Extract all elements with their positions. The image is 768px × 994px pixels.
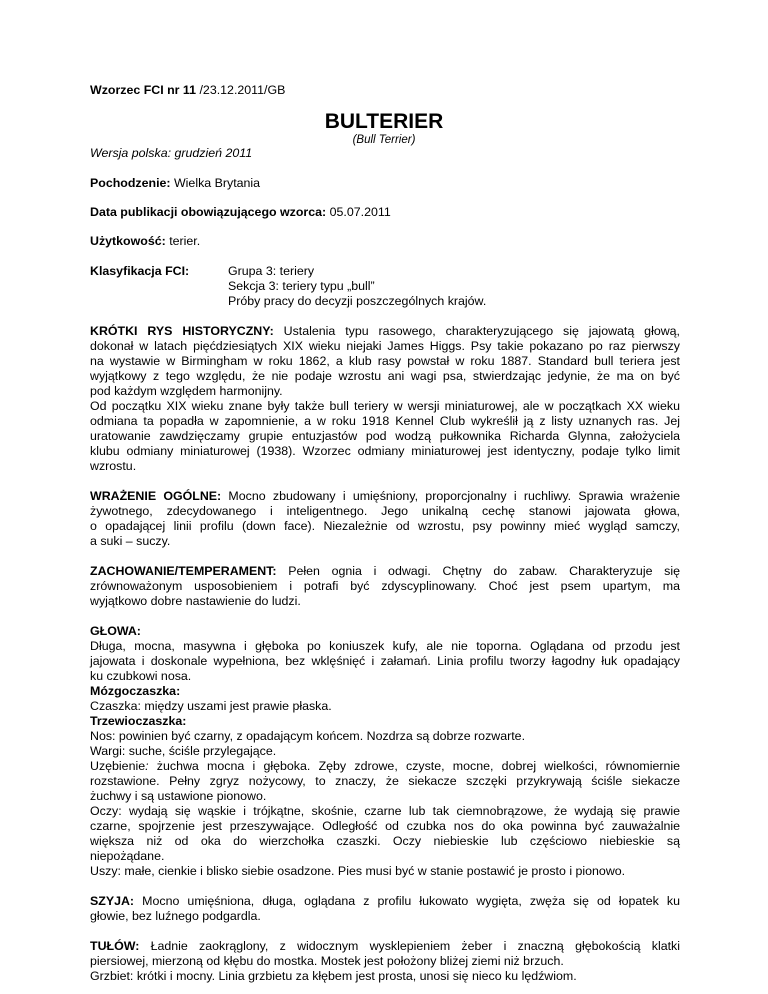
- breed-subtitle: (Bull Terrier): [352, 134, 416, 146]
- neck-line-1: SZYJA: Mocno umięśniona, długa, oglądana z profilu łukowato wygięta, zwęża się od łopatek ku: [90, 894, 680, 908]
- publication-line: [90, 205, 680, 220]
- head-label: GŁOWA:: [90, 624, 141, 638]
- jaws-line-2: rozstawione. Pełny zgryz nożycowy, to znaczy, że siekacze szczęki przykrywają ściśle siekacze: [90, 774, 680, 788]
- history-line-1: KRÓTKI RYS HISTORYCZNY: Ustalenia typu rasowego, charakteryzującego się jajowatą głową,: [90, 324, 680, 338]
- general-line-4: a suki – suczy.: [90, 534, 171, 548]
- classification-group: Grupa 3: teriery: [228, 264, 315, 278]
- head-line-3: ku czubkowi nosa.: [90, 669, 192, 683]
- jaws-line-1: Uzębienie: żuchwa mocna i głęboka. Zęby zdrowe, czyste, mocne, dobrej wielkości, równomiernie: [90, 759, 680, 773]
- body-line-1: TUŁÓW: Ładnie zaokrąglony, z widocznym wysklepieniem żeber i znaczną głębokością klatki: [90, 939, 680, 953]
- behaviour-line-3: wyjątkowo dobre nastawienie do ludzi.: [90, 594, 301, 608]
- jaws-line-3: żuchwy i są ustawione pionowo.: [90, 789, 267, 803]
- ears-line: Uszy: małe, cienkie i blisko siebie osadzone. Pies musi być w stanie postawić je prosto i pionowo.: [90, 864, 626, 878]
- history-line-5: pod każdym względem harmonijny.: [90, 384, 283, 398]
- breed-title: BULTERIER: [324, 110, 444, 133]
- body-line-3: Grzbiet: krótki i mocny. Linia grzbietu za kłębem jest prosta, unosi się nieco ku lędźwiom.: [90, 969, 577, 983]
- utility-label: Użytkowość:: [90, 234, 166, 248]
- history-line-4: wyjątkowy z tego względu, że nie podaje wzrostu ani wagi psa, stwierdzając jedynie, że ma on być: [90, 369, 680, 383]
- behaviour-label: ZACHOWANIE/TEMPERAMENT:: [90, 564, 277, 578]
- standard-date: /23.12.2011/GB: [196, 83, 286, 97]
- eyes-line-2: czarne, spojrzenie jest przeszywające. Odległość od czubka nos do oka powinna być zauważalnie: [90, 819, 680, 833]
- version-note: Wersja polska: grudzień 2011: [90, 146, 253, 160]
- eyes-line-3: większa niż od oka do wierzchołka czaszki. Oczy niebieskie lub częściowo niebieskie są: [90, 834, 680, 848]
- history-line-10: wzrostu.: [90, 459, 137, 473]
- history-label: KRÓTKI RYS HISTORYCZNY:: [90, 324, 274, 338]
- eyes-line-1: Oczy: wydają się wąskie i trójkątne, skośnie, czarne lub tak ciemnobrązowe, że wydają się prawie: [90, 804, 680, 818]
- history-line-8: uratowanie zawdzięczamy grupie entuzjastów pod wodzą pułkownika Richarda Glynna, założyciela: [90, 429, 680, 443]
- body-line-2: piersiowej, mierzoną od kłębu do mostka. Mostek jest położony bliżej ziemi niż brzuch.: [90, 954, 564, 968]
- body-label: TUŁÓW:: [90, 939, 140, 953]
- standard-header: [90, 83, 680, 98]
- utility-line: [90, 234, 680, 249]
- history-line-9: klubu odmiany miniaturowej (1938). Wzorzec odmiany miniaturowej jest identyczny, podaje tylko limit: [90, 444, 680, 458]
- origin-label: Pochodzenie:: [90, 176, 171, 190]
- publication-label: Data publikacji obowiązującego wzorca:: [90, 205, 327, 219]
- standard-number: Wzorzec FCI nr 11: [90, 83, 197, 97]
- eyes-line-4: niepożądane.: [90, 849, 165, 863]
- history-line-6: Od początku XIX wieku znane były także bull teriery w wersji miniaturowej, ale w początkach XX wieku: [90, 399, 680, 413]
- history-line-3: na wystawie w Birmingham w roku 1862, a klub rasy powstał w roku 1887. Standard bull teriera jest: [90, 354, 680, 368]
- neck-label: SZYJA:: [90, 894, 135, 908]
- history-line-2: dokonał w latach pięćdziesiątych XIX wieku niejaki James Higgs. Psy takie pokazano po raz pierwszy: [90, 339, 680, 353]
- general-line-2: żywotnego, zdecydowanego i inteligentnego. Jego unikalną cechę stanowi jajowata głowa,: [90, 504, 680, 518]
- general-label: WRAŻENIE OGÓLNE:: [90, 489, 222, 503]
- nose-line: Nos: powinien być czarny, z opadającym końcem. Nozdrza są dobrze rozwarte.: [90, 729, 526, 743]
- head-line-2: jajowata i doskonale wypełniona, bez wklęśnięć i załamań. Linia profilu tworzy łagodny łuk opadający: [90, 654, 680, 668]
- lips-line: Wargi: suche, ściśle przylegające.: [90, 744, 277, 758]
- behaviour-line-2: zrównoważonym usposobieniem i potrafi być zdyscyplinowany. Choć jest psem upartym, ma: [90, 579, 680, 593]
- face-label: Trzewioczaszka:: [90, 714, 187, 728]
- publication-value: 05.07.2011: [326, 205, 391, 219]
- general-line-3: o opadającej linii profilu (down face). Niezależnie od wzrostu, psy powinny mieć wygląd samczy,: [90, 519, 680, 533]
- classification-label: Klasyfikacja FCI:: [90, 264, 190, 278]
- neck-line-2: głowie, bez luźnego podgardla.: [90, 909, 261, 923]
- history-line-7: odmiana ta popadła w zapomnienie, a w roku 1918 Kennel Club wykreślił ją z listy uznanych ras. Jej: [90, 414, 680, 428]
- classification-section: Sekcja 3: teriery typu „bull”: [228, 279, 375, 293]
- general-line-1: WRAŻENIE OGÓLNE: Mocno zbudowany i umięśniony, proporcjonalny i ruchliwy. Sprawia wrażenie: [90, 489, 681, 503]
- origin-value: Wielka Brytania: [170, 176, 261, 190]
- origin-line: [90, 176, 680, 191]
- skull-label: Mózgoczaszka:: [90, 684, 181, 698]
- behaviour-line-1: ZACHOWANIE/TEMPERAMENT: Pełen ognia i odwagi. Chętny do zabaw. Charakteryzuje się: [90, 564, 680, 578]
- classification-trials: Próby pracy do decyzji poszczególnych krajów.: [228, 294, 487, 308]
- head-line-1: Długa, mocna, masywna i głęboka po koniuszek kufy, ale nie toporna. Oglądana od przodu jest: [90, 639, 680, 653]
- skull-line: Czaszka: między uszami jest prawie płaska.: [90, 699, 332, 713]
- utility-value: terier.: [165, 234, 201, 248]
